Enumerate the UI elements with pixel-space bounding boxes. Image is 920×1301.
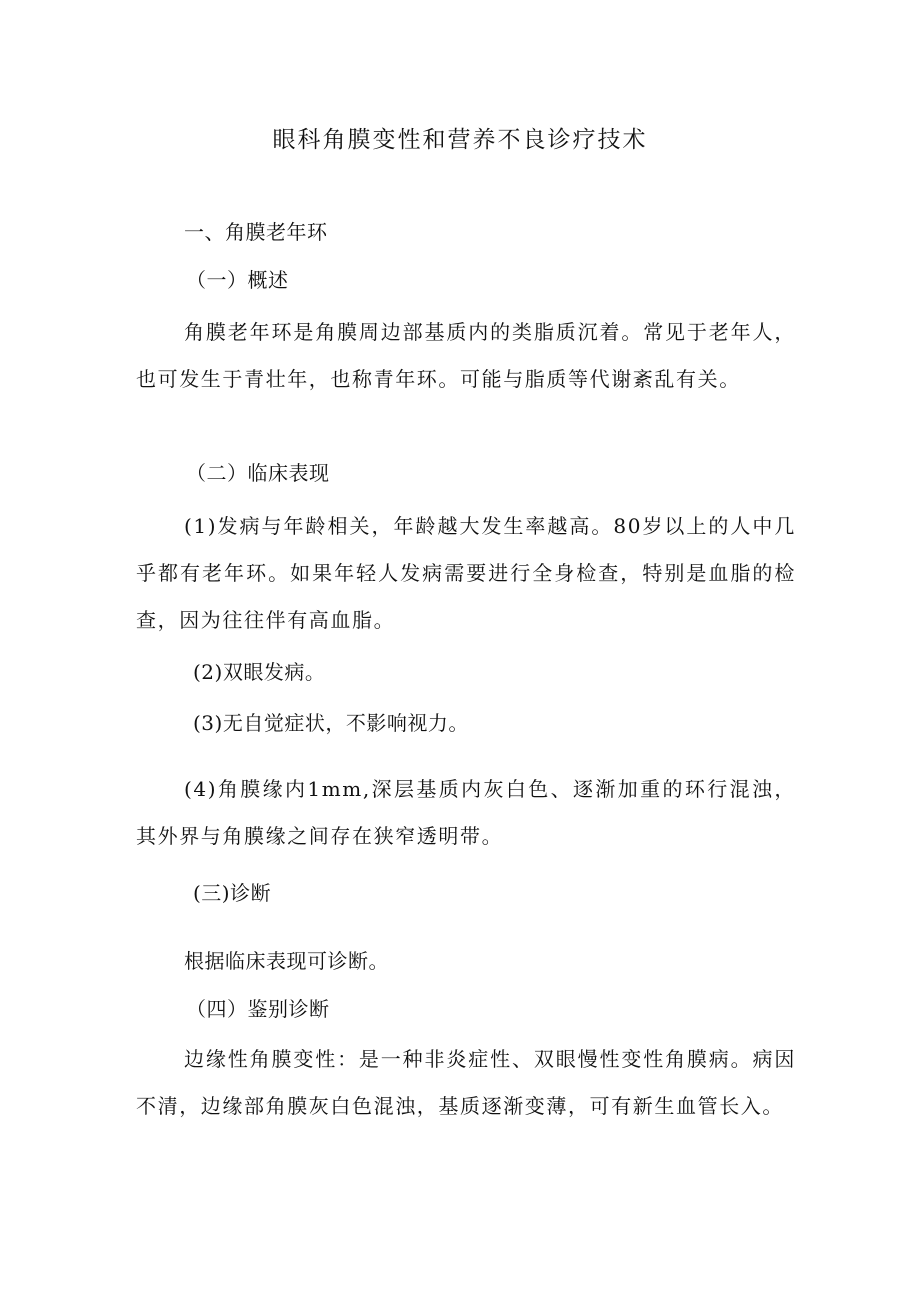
document-title: 眼科角膜变性和营养不良诊疗技术: [272, 127, 648, 153]
section-heading-senile-ring: 一、角膜老年环: [184, 220, 328, 244]
clinical-item-2: (2)双眼发病。: [193, 660, 326, 684]
paragraph-overview: 角膜老年环是角膜周边部基质内的类脂质沉着。常见于老年人，也可发生于青壮年，也称青年环。可能与脂质等代谢紊乱有关。: [136, 320, 796, 391]
paragraph-diagnosis: 根据临床表现可诊断。: [184, 949, 389, 973]
clinical-item-3: (3)无自觉症状，不影响视力。: [193, 711, 469, 735]
subheading-diagnosis: (三)诊断: [193, 881, 272, 905]
clinical-item-1: (1)发病与年龄相关，年龄越大发生率越高。80岁以上的人中几乎都有老年环。如果年轻人发病需要进行全身检查，特别是血脂的检查，因为往往伴有高血脂。: [136, 514, 796, 632]
subheading-overview: （一）概述: [186, 268, 289, 292]
paragraph-differential-diagnosis: 边缘性角膜变性：是一种非炎症性、双眼慢性变性角膜病。病因不清，边缘部角膜灰白色混浊，基质逐渐变薄，可有新生血管长入。: [136, 1047, 796, 1118]
subheading-clinical-manifestations: （二）临床表现: [186, 461, 330, 485]
clinical-item-4: (4)角膜缘内1mm,深层基质内灰白色、逐渐加重的环行混浊，其外界与角膜缘之间存在狭窄透明带。: [136, 777, 796, 848]
subheading-differential-diagnosis: （四）鉴别诊断: [186, 997, 330, 1021]
